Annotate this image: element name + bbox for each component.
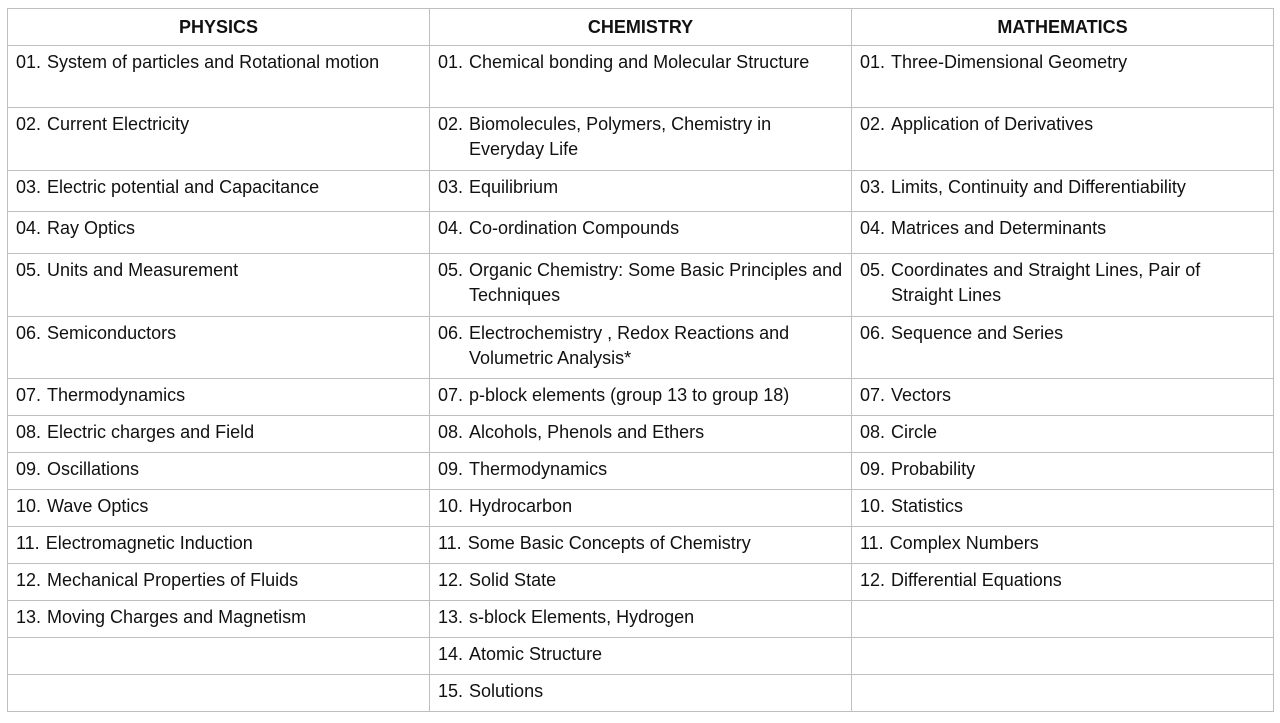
topic-number: 02.	[860, 114, 886, 134]
topic-number: 05.	[860, 260, 886, 280]
topic-number: 01.	[438, 52, 464, 72]
table-row	[8, 675, 1274, 712]
topic-name: Coordinates and Straight Lines, Pair of Straight Lines	[891, 260, 1201, 305]
cell-mathematics	[852, 453, 1274, 490]
topic-number: 07.	[860, 385, 886, 405]
cell-chemistry	[430, 453, 852, 490]
table-row	[8, 453, 1274, 490]
cell-chemistry	[430, 527, 852, 564]
cell-physics	[8, 212, 430, 254]
topic-name: Organic Chemistry: Some Basic Principles and Techniques	[469, 260, 843, 305]
topic-item	[860, 258, 1265, 308]
topic-item	[16, 258, 421, 283]
topic-item	[438, 420, 843, 445]
cell-chemistry	[430, 108, 852, 171]
topic-number: 11.	[16, 533, 40, 553]
cell-mathematics	[852, 527, 1274, 564]
topic-item	[16, 420, 421, 445]
topic-name: Mechanical Properties of Fluids	[47, 570, 299, 590]
topic-number: 04.	[16, 218, 42, 238]
topic-name: Hydrocarbon	[469, 496, 573, 516]
topic-number: 02.	[16, 114, 42, 134]
cell-mathematics	[852, 490, 1274, 527]
topic-item	[860, 321, 1265, 346]
topic-name: Electric potential and Capacitance	[47, 177, 320, 197]
topic-name: Oscillations	[47, 459, 140, 479]
topic-number: 06.	[860, 323, 886, 343]
topic-item	[16, 321, 421, 346]
topic-number: 03.	[438, 177, 464, 197]
cell-chemistry	[430, 490, 852, 527]
cell-mathematics	[852, 601, 1274, 638]
cell-mathematics	[852, 171, 1274, 212]
cell-physics	[8, 638, 430, 675]
header-chemistry: CHEMISTRY	[430, 9, 852, 46]
topic-name: Thermodynamics	[469, 459, 608, 479]
topic-name: Chemical bonding and Molecular Structure	[469, 52, 810, 72]
topic-number: 13.	[438, 607, 464, 627]
topic-name: Moving Charges and Magnetism	[47, 607, 307, 627]
topic-name: Semiconductors	[47, 323, 177, 343]
topic-number: 15.	[438, 681, 464, 701]
topic-item	[860, 383, 1265, 408]
topic-name: Electromagnetic Induction	[45, 533, 253, 553]
syllabus-table	[7, 8, 1274, 712]
table-row	[8, 317, 1274, 379]
cell-mathematics	[852, 108, 1274, 171]
topic-name: Statistics	[891, 496, 964, 516]
topic-item	[860, 175, 1265, 200]
topic-name: Vectors	[891, 385, 952, 405]
topic-item	[16, 531, 421, 556]
cell-mathematics	[852, 212, 1274, 254]
topic-number: 10.	[438, 496, 464, 516]
cell-mathematics	[852, 379, 1274, 416]
topic-number: 12.	[438, 570, 464, 590]
cell-physics	[8, 171, 430, 212]
topic-item	[16, 494, 421, 519]
topic-item	[438, 216, 843, 241]
cell-chemistry	[430, 416, 852, 453]
topic-item	[860, 420, 1265, 445]
cell-chemistry	[430, 254, 852, 317]
topic-item	[860, 457, 1265, 482]
topic-item	[438, 642, 843, 667]
topic-number: 06.	[16, 323, 42, 343]
topic-name: Units and Measurement	[47, 260, 239, 280]
cell-physics	[8, 527, 430, 564]
topic-name: s-block Elements, Hydrogen	[469, 607, 695, 627]
topic-number: 11.	[438, 533, 462, 553]
topic-item	[16, 50, 421, 75]
topic-item	[860, 494, 1265, 519]
topic-number: 13.	[16, 607, 42, 627]
topic-number: 01.	[860, 52, 886, 72]
topic-item	[860, 216, 1265, 241]
cell-physics	[8, 108, 430, 171]
topic-item	[438, 679, 843, 704]
topic-item	[860, 531, 1265, 556]
topic-item	[16, 383, 421, 408]
topic-name: Application of Derivatives	[891, 114, 1094, 134]
cell-physics	[8, 317, 430, 379]
topic-number: 04.	[438, 218, 464, 238]
table-row	[8, 527, 1274, 564]
topic-number: 14.	[438, 644, 464, 664]
cell-physics	[8, 601, 430, 638]
cell-mathematics	[852, 564, 1274, 601]
cell-chemistry	[430, 317, 852, 379]
cell-mathematics	[852, 317, 1274, 379]
topic-name: Biomolecules, Polymers, Chemistry in Everyday Life	[469, 114, 772, 159]
topic-name: Wave Optics	[47, 496, 149, 516]
topic-name: Matrices and Determinants	[891, 218, 1107, 238]
table-row	[8, 46, 1274, 108]
topic-number: 03.	[16, 177, 42, 197]
topic-item	[438, 175, 843, 200]
topic-number: 06.	[438, 323, 464, 343]
cell-chemistry	[430, 171, 852, 212]
topic-number: 08.	[438, 422, 464, 442]
table-row	[8, 171, 1274, 212]
topic-name: Co-ordination Compounds	[469, 218, 680, 238]
cell-mathematics	[852, 638, 1274, 675]
topic-name: Ray Optics	[47, 218, 136, 238]
topic-item	[16, 216, 421, 241]
table-row	[8, 254, 1274, 317]
topic-number: 09.	[16, 459, 42, 479]
topic-name: Limits, Continuity and Differentiability	[891, 177, 1186, 197]
cell-physics	[8, 490, 430, 527]
topic-number: 11.	[860, 533, 884, 553]
cell-physics	[8, 453, 430, 490]
topic-number: 05.	[438, 260, 464, 280]
topic-item	[438, 50, 843, 75]
topic-number: 02.	[438, 114, 464, 134]
cell-chemistry	[430, 564, 852, 601]
topic-number: 01.	[16, 52, 42, 72]
cell-chemistry	[430, 638, 852, 675]
topic-name: p-block elements (group 13 to group 18)	[469, 385, 790, 405]
topic-number: 07.	[438, 385, 464, 405]
table-row	[8, 638, 1274, 675]
topic-number: 07.	[16, 385, 42, 405]
topic-name: Three-Dimensional Geometry	[891, 52, 1128, 72]
topic-item	[860, 568, 1265, 593]
cell-mathematics	[852, 254, 1274, 317]
topic-name: Equilibrium	[469, 177, 559, 197]
topic-name: Alcohols, Phenols and Ethers	[469, 422, 705, 442]
cell-physics	[8, 675, 430, 712]
topic-item	[438, 457, 843, 482]
topic-name: Thermodynamics	[47, 385, 186, 405]
cell-chemistry	[430, 601, 852, 638]
topic-item	[16, 112, 421, 137]
topic-name: Probability	[891, 459, 976, 479]
table-body	[8, 46, 1274, 712]
topic-item	[438, 494, 843, 519]
table-row	[8, 416, 1274, 453]
topic-item	[16, 568, 421, 593]
topic-number: 04.	[860, 218, 886, 238]
cell-physics	[8, 416, 430, 453]
topic-item	[860, 112, 1265, 137]
topic-name: System of particles and Rotational motion	[47, 52, 380, 72]
topic-name: Electrochemistry , Redox Reactions and Volumetric Analysis*	[469, 323, 790, 368]
cell-mathematics	[852, 416, 1274, 453]
topic-number: 10.	[16, 496, 42, 516]
topic-item	[438, 383, 843, 408]
topic-number: 12.	[16, 570, 42, 590]
cell-physics	[8, 564, 430, 601]
table-row	[8, 564, 1274, 601]
topic-item	[438, 605, 843, 630]
table-row	[8, 212, 1274, 254]
topic-item	[16, 175, 421, 200]
table-row	[8, 490, 1274, 527]
cell-chemistry	[430, 46, 852, 108]
header-row	[8, 9, 1274, 46]
topic-name: Differential Equations	[891, 570, 1062, 590]
topic-number: 09.	[438, 459, 464, 479]
topic-name: Circle	[891, 422, 938, 442]
header-physics: PHYSICS	[8, 9, 430, 46]
table-row	[8, 379, 1274, 416]
topic-number: 08.	[860, 422, 886, 442]
cell-physics	[8, 379, 430, 416]
header-mathematics: MATHEMATICS	[852, 9, 1274, 46]
topic-item	[438, 531, 843, 556]
table-row	[8, 601, 1274, 638]
topic-item	[16, 457, 421, 482]
cell-physics	[8, 46, 430, 108]
topic-name: Current Electricity	[47, 114, 190, 134]
topic-name: Complex Numbers	[889, 533, 1039, 553]
topic-name: Sequence and Series	[891, 323, 1064, 343]
topic-item	[438, 258, 843, 308]
topic-name: Atomic Structure	[469, 644, 603, 664]
topic-name: Some Basic Concepts of Chemistry	[467, 533, 751, 553]
cell-physics	[8, 254, 430, 317]
topic-name: Solid State	[469, 570, 557, 590]
cell-chemistry	[430, 379, 852, 416]
topic-number: 08.	[16, 422, 42, 442]
cell-mathematics	[852, 675, 1274, 712]
topic-item	[16, 605, 421, 630]
topic-number: 10.	[860, 496, 886, 516]
topic-name: Solutions	[469, 681, 544, 701]
cell-chemistry	[430, 675, 852, 712]
topic-number: 05.	[16, 260, 42, 280]
topic-item	[438, 321, 843, 371]
cell-mathematics	[852, 46, 1274, 108]
topic-number: 12.	[860, 570, 886, 590]
topic-number: 03.	[860, 177, 886, 197]
topic-item	[438, 112, 843, 162]
topic-name: Electric charges and Field	[47, 422, 255, 442]
topic-number: 09.	[860, 459, 886, 479]
table-row	[8, 108, 1274, 171]
topic-item	[860, 50, 1265, 75]
topic-item	[438, 568, 843, 593]
cell-chemistry	[430, 212, 852, 254]
